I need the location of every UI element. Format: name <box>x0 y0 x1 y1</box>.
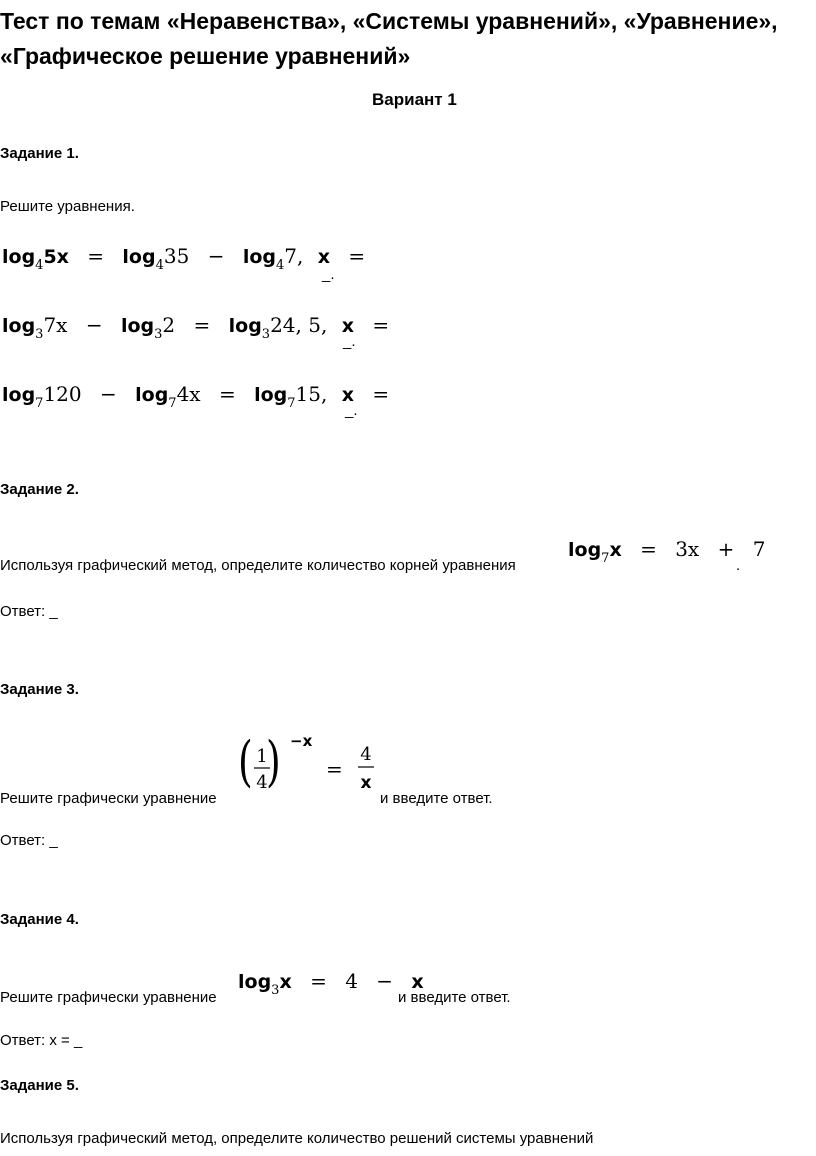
task1-answer-blank-2[interactable]: _. <box>343 333 356 350</box>
rhs-numerator: 4 <box>360 744 372 765</box>
task1-answer-blank-3[interactable]: _. <box>345 402 358 419</box>
task3-equation <box>238 728 378 800</box>
task2-period: . <box>736 557 741 574</box>
task5-heading: Задание 5. <box>0 1077 79 1094</box>
variant-label: Вариант 1 <box>372 90 457 109</box>
right-paren: ) <box>266 730 281 793</box>
task4-heading: Задание 4. <box>0 911 79 928</box>
left-paren: ( <box>238 730 253 793</box>
fraction-denominator: 4 <box>256 772 268 793</box>
task1-heading: Задание 1. <box>0 145 79 162</box>
task1-equation-1: $\log_45x = \log_435 - \log_47$, x = <box>2 244 366 273</box>
task3-text-after: и введите ответ. <box>380 790 493 807</box>
task1-answer-blank-1[interactable]: _. <box>322 266 335 283</box>
task3-text-before: Решите графически уравнение <box>0 790 217 807</box>
task2-heading: Задание 2. <box>0 481 79 498</box>
task3-answer[interactable]: Ответ: _ <box>0 832 58 849</box>
task1-instruction: Решите уравнения. <box>0 198 135 215</box>
task2-answer[interactable]: Ответ: _ <box>0 603 58 620</box>
task4-text-after: и введите ответ. <box>398 989 511 1006</box>
task1-equation-3: $\log_7120 - \log_74x = \log_715$, x = <box>2 382 390 411</box>
page-title: Тест по темам «Неравенства», «Системы уравнений», «Уравнение», «Графическое решение уравнений» <box>0 8 778 69</box>
task2-text: Используя графический метод, определите количество корней уравнения <box>0 557 516 574</box>
exponent: −x <box>290 732 313 750</box>
task4-text-before: Решите графически уравнение <box>0 989 217 1006</box>
task3-heading: Задание 3. <box>0 681 79 698</box>
task4-equation: $\log_3x = 4 - x$ <box>238 969 424 998</box>
task2-equation: $\log_7x = 3x + 7$ <box>568 537 766 566</box>
task1-equation-2: $\log_37x - \log_32 = \log_324$, 5, x = <box>2 313 390 342</box>
task4-answer[interactable]: Ответ: x = _ <box>0 1032 83 1049</box>
equals-sign: = <box>326 757 343 781</box>
task5-text: Используя графический метод, определите количество решений системы уравнений <box>0 1130 594 1147</box>
rhs-denominator: x <box>360 773 372 793</box>
fraction-numerator: 1 <box>256 746 268 767</box>
